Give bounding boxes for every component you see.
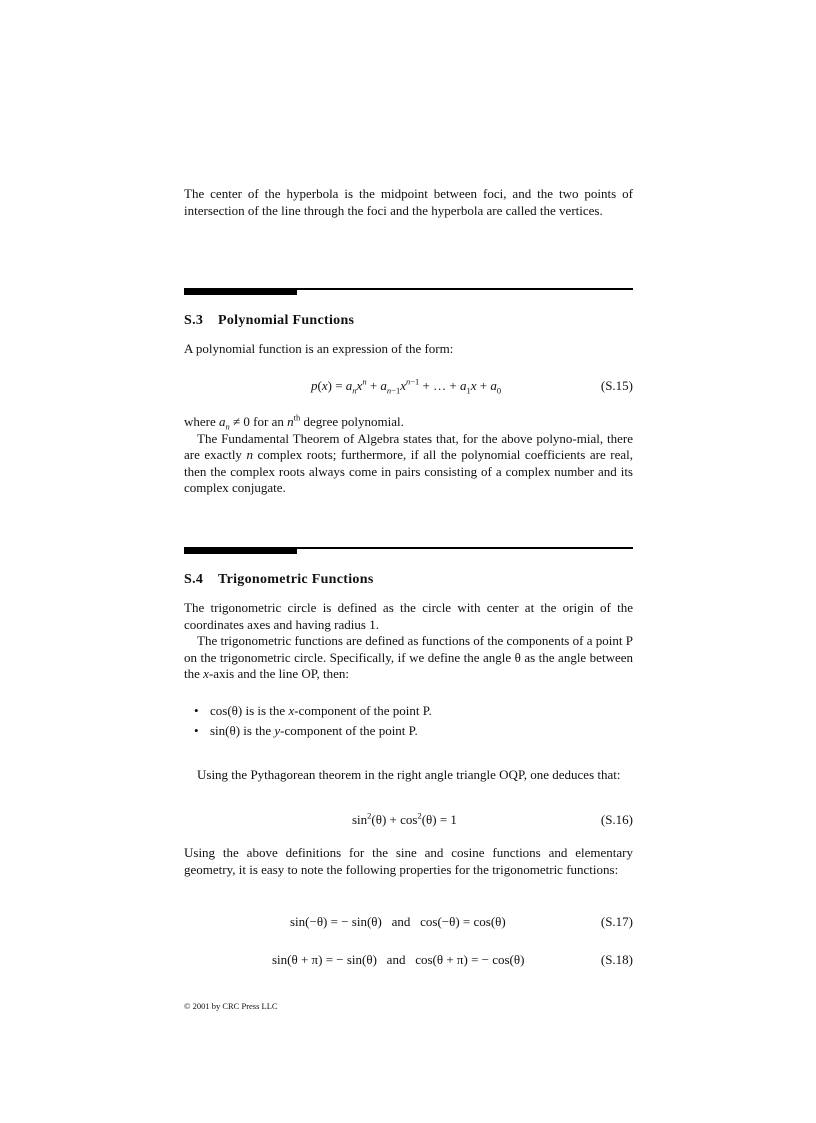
- section-number: S.3: [184, 313, 204, 328]
- equation-s18: [184, 952, 633, 972]
- section-title: Trigonometric Functions: [218, 572, 374, 587]
- equation-s15: [184, 378, 633, 398]
- s4-para2: The trigonometric functions are defined as functions of the components of a point P on the trigonometric circle. Specifically, if we define the angle θ as the angle between the x-axis and the line OP, then:: [184, 633, 633, 681]
- s4-intro: [184, 600, 633, 683]
- equation-tag: (S.18): [600, 952, 633, 967]
- equation-tag: (S.17): [600, 914, 633, 929]
- section-title: Polynomial Functions: [218, 313, 355, 328]
- section-rule: [184, 547, 633, 554]
- equation-body: $p(x) = a_nx^n + a_{n-1}x^{n-1}$ + … + $a_1x + a_0$: [311, 376, 502, 396]
- s3-body: [184, 414, 633, 497]
- equation-tag: (S.16): [600, 812, 633, 827]
- section-number: S.4: [184, 572, 204, 587]
- list-item: • sin(θ) is the y-component of the point P.: [194, 723, 418, 738]
- s4-para1: The trigonometric circle is defined as the circle with center at the origin of the coordinates axes and having radius 1.: [184, 600, 633, 632]
- s3-theorem-paragraph: The Fundamental Theorem of Algebra states that, for the above polyno-mial, there are exactly n complex roots; furthermore, if all the polynomial coefficients are real, then the complex roots always come in pairs consisting of a complex number and its complex conjugate.: [184, 430, 633, 495]
- equation-body: sin(θ + π) = − sin(θ) and cos(θ + π) = − cos(θ): [272, 952, 525, 967]
- section-heading-s3: [184, 313, 633, 329]
- s4-pythagoras-paragraph: Using the Pythagorean theorem in the right angle triangle OQP, one deduces that:: [197, 767, 621, 782]
- s3-where-line: where $a_n \ne 0$ for an $n^{th}$ degree polynomial.: [184, 412, 404, 432]
- section-rule: [184, 288, 633, 295]
- s3-lead-paragraph: A polynomial function is an expression of the form:: [184, 341, 454, 356]
- equation-s17: [184, 914, 633, 934]
- rule-thin-line: [297, 288, 633, 290]
- equation-body: $\sin^2(\theta) + \cos^2(\theta) = 1$: [352, 810, 457, 827]
- equation-body: sin(−θ) = − sin(θ) and cos(−θ) = cos(θ): [290, 914, 506, 929]
- s4-properties-paragraph: Using the above definitions for the sine and cosine functions and elementary geometry, it is easy to note the following properties for the trigonometric functions:: [184, 845, 633, 877]
- page: [184, 0, 633, 1123]
- section-heading-s4: [184, 572, 633, 588]
- rule-thin-line: [297, 547, 633, 549]
- intro-paragraph: The center of the hyperbola is the midpoint between foci, and the two points of intersection of the line through the foci and the hyperbola are called the vertices.: [184, 186, 633, 218]
- equation-s16: [184, 812, 633, 832]
- rule-thick-bar: [184, 547, 297, 554]
- copyright-footer: © 2001 by CRC Press LLC: [184, 1001, 278, 1011]
- rule-thick-bar: [184, 288, 297, 295]
- s4-bullet-list: [184, 701, 633, 741]
- list-item: • cos(θ) is is the x-component of the point P.: [194, 703, 432, 718]
- equation-tag: (S.15): [600, 378, 633, 393]
